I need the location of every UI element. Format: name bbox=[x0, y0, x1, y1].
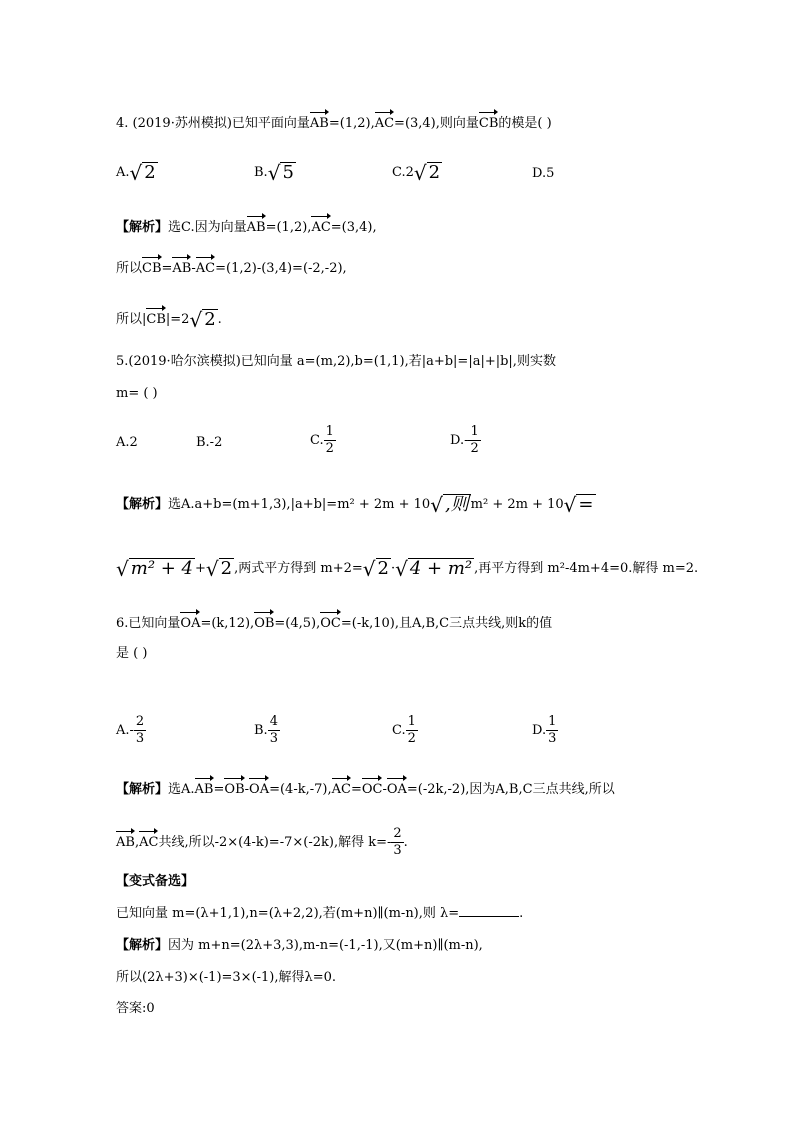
fraction: $\frac{1}{2}$ bbox=[470, 424, 479, 456]
q6-stem-line1: 6.已知向量OA=(k,12),OB=(4,5),OC=(-k,10),且A,B,C三点共线,则k的值 bbox=[116, 610, 552, 634]
vector-cb: CB bbox=[479, 110, 499, 134]
q5-solution-line2: √ m² + 4 + √ 2 ,两式平方得到 m+2= √ 2 · √ 4 + m² ,再平方得到 m²-4m+4=0.解得 m=2. bbox=[116, 557, 699, 581]
q5-option-d: D.- $\frac{1}{2}$ bbox=[450, 424, 479, 456]
q4-stem: 4. (2019·苏州模拟)已知平面向量AB=(1,2),AC=(3,4),则向量CB的模是( ) bbox=[116, 110, 552, 134]
q6-option-b: B. $\frac{4}{3}$ bbox=[254, 714, 278, 746]
solution-label: 【解析】 bbox=[116, 497, 169, 512]
sqrt: √ 4 + m² bbox=[395, 557, 473, 581]
q4-option-c: C.2 √ 2 bbox=[392, 161, 441, 185]
sqrt: √ 2 bbox=[205, 557, 233, 581]
sqrt: √ 2 bbox=[189, 308, 216, 332]
q5-stem-line2: m= ( ) bbox=[116, 386, 158, 401]
sqrt: √ 5 bbox=[267, 161, 294, 185]
q4-solution-line2: 所以CB=AB-AC=(1,2)-(3,4)=(-2,-2), bbox=[116, 255, 347, 279]
variant-stem: 已知向量 m=(λ+1,1),n=(λ+2,2),若(m+n)∥(m-n),则 λ= . bbox=[116, 906, 524, 921]
q6-option-c: C. $\frac{1}{2}$ bbox=[392, 714, 416, 746]
q4-solution-line3: 所以|CB|=2 √ 2 . bbox=[116, 308, 222, 332]
sqrt: √ 2 bbox=[413, 161, 441, 185]
q4-option-d: D.5 bbox=[532, 166, 555, 181]
q6-option-d: D. $\frac{1}{3}$ bbox=[532, 714, 557, 746]
sqrt: √ = bbox=[563, 493, 594, 517]
q6-option-a: A.- $\frac{2}{3}$ bbox=[116, 714, 145, 746]
fraction: $\frac{1}{2}$ bbox=[407, 714, 416, 746]
sqrt: √ ,则 bbox=[430, 493, 469, 517]
fraction: $\frac{2}{3}$ bbox=[393, 826, 402, 858]
q6-solution-line1: 【解析】选A.AB=OB-OA=(4-k,-7),AC=OC-OA=(-2k,-2),因为A,B,C三点共线,所以 bbox=[116, 776, 615, 800]
fraction: $\frac{4}{3}$ bbox=[269, 714, 278, 746]
answer-blank bbox=[459, 904, 519, 917]
solution-label: 【解析】 bbox=[116, 220, 169, 235]
q5-option-a: A.2 bbox=[116, 435, 138, 450]
variant-title: 【变式备选】 bbox=[116, 874, 195, 889]
q4-solution-line1: 【解析】选C.因为向量AB=(1,2),AC=(3,4), bbox=[116, 214, 377, 238]
sqrt: √ 2 bbox=[362, 557, 389, 581]
q5-stem-line1: 5.(2019·哈尔滨模拟)已知向量 a=(m,2),b=(1,1),若|a+b|=|a|+|b|,则实数 bbox=[116, 354, 556, 369]
q5-solution-line1: 【解析】选A.a+b=(m+1,3),|a+b|=m² + 2m + 10 √ ,则 m² + 2m + 10 √ = bbox=[116, 493, 594, 517]
sqrt: √ 2 bbox=[129, 161, 156, 185]
q6-stem-line2: 是 ( ) bbox=[116, 646, 148, 661]
variant-solution-line2: 所以(2λ+3)×(-1)=3×(-1),解得λ=0. bbox=[116, 970, 337, 985]
vector-ab: AB bbox=[310, 110, 329, 134]
vector-ac: AC bbox=[375, 110, 394, 134]
sqrt: √ m² + 4 bbox=[116, 557, 194, 581]
solution-label: 【解析】 bbox=[116, 938, 169, 953]
q4-option-b: B. √ 5 bbox=[254, 161, 294, 185]
q6-solution-line2: AB,AC共线,所以-2×(4-k)=-7×(-2k),解得 k=- $\frac{2}{3}$ . bbox=[116, 826, 408, 858]
q5-option-b: B.-2 bbox=[196, 435, 223, 450]
fraction: $\frac{1}{3}$ bbox=[548, 714, 557, 746]
fraction: $\frac{1}{2}$ bbox=[325, 424, 334, 456]
q5-option-c: C. $\frac{1}{2}$ bbox=[310, 424, 334, 456]
variant-solution-line1: 【解析】因为 m+n=(2λ+3,3),m-n=(-1,-1),又(m+n)∥(m-n), bbox=[116, 938, 483, 953]
variant-answer: 答案:0 bbox=[116, 1001, 155, 1016]
q4-option-a: A. √ 2 bbox=[116, 161, 156, 185]
fraction: $\frac{2}{3}$ bbox=[135, 714, 145, 746]
solution-label: 【解析】 bbox=[116, 782, 169, 797]
